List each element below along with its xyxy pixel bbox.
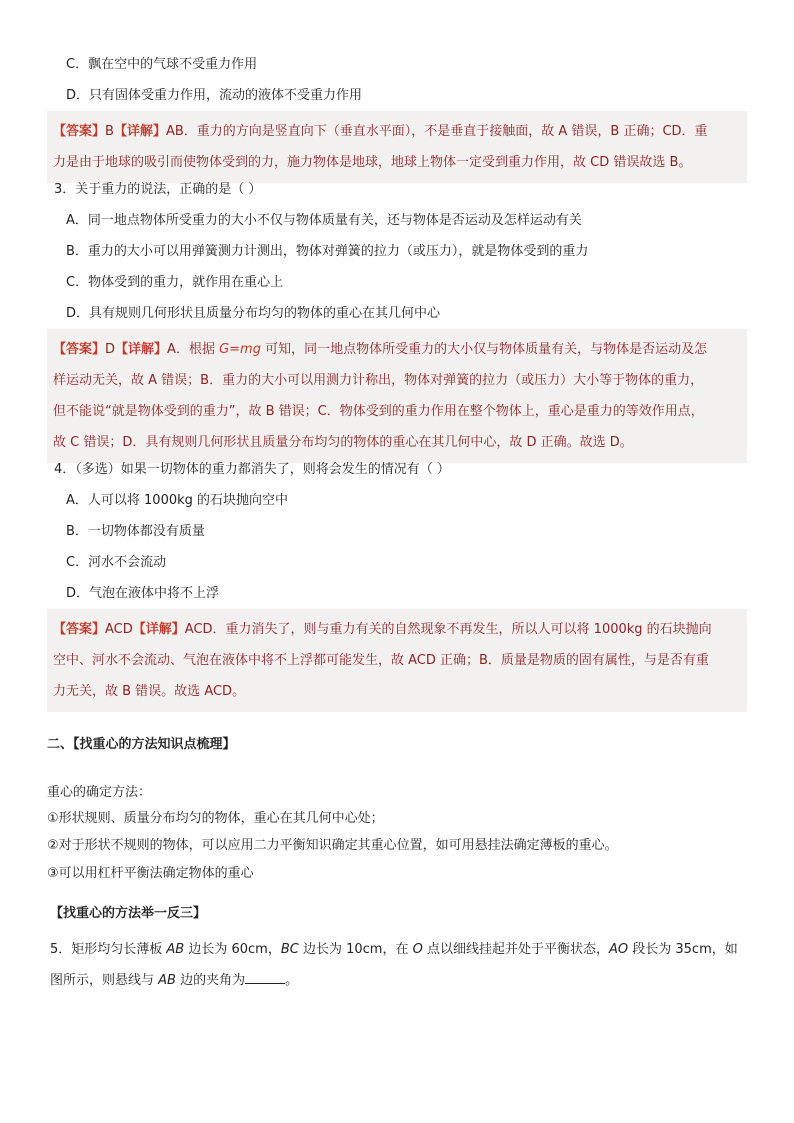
q3-answer-row-2: 样运动无关，故 A 错误；B．重力的大小可以用测力计称出，物体对弹簧的拉力（或压力）大小等于物体的重力， (53, 373, 704, 388)
formula: G=mg (219, 342, 261, 357)
explain-text: ACD．重力消失了，则与重力有关的自然现象不再发生，所以人可以将 1000kg 的石块抛向 (184, 622, 712, 637)
q5-line-1 (50, 941, 738, 959)
q4-option-d: D．气泡在液体中将不上浮 (66, 586, 220, 601)
q5-line-2 (50, 971, 298, 990)
explain-tag: 【详解】 (132, 622, 185, 637)
q2-option-c: C．飘在空中的气球不受重力作用 (66, 57, 258, 72)
q3-option-b: B．重力的大小可以用弹簧测力计测出，物体对弹簧的拉力（或压力），就是物体受到的重力 (66, 244, 589, 259)
method-item-1: ①形状规则、质量分布均匀的物体，重心在其几何中心处； (47, 811, 384, 826)
method-item-3: ③可以用杠杆平衡法确定物体的重心 (47, 866, 254, 881)
section-heading: 二、【找重心的方法知识点梳理】 (47, 737, 236, 752)
q5-text: 5．矩形均匀长薄板 (50, 942, 167, 957)
q3-answer-box (47, 329, 747, 463)
q3-option-c: C．物体受到的重力，就作用在重心上 (66, 275, 284, 290)
q3-answer-row-4: 故 C 错误；D．具有规则几何形状且质量分布均匀的物体的重心在其几何中心，故 D 正确。故选 D。 (53, 435, 633, 450)
q2-answer-row-2: 力是由于地球的吸引而使物体受到的力，施力物体是地球，地球上物体一定受到重力作用，故 CD 错误故选 B。 (53, 155, 692, 170)
q4-answer-row-3: 力无关，故 B 错误。故选 ACD。 (53, 684, 246, 699)
q3-stem: 3．关于重力的说法，正确的是（ ） (54, 182, 262, 197)
q5-text: 。 (285, 973, 299, 988)
explain-tag: 【详解】 (113, 124, 166, 139)
q4-option-b: B．一切物体都没有质量 (66, 524, 205, 539)
q5-text: 段长为 35cm，如 (628, 942, 738, 957)
q4-answer-box (47, 609, 747, 712)
answer-letter: B (105, 124, 114, 139)
answer-letter: ACD (105, 622, 133, 637)
explain-text: AB．重力的方向是竖直向下（垂直水平面），不是垂直于接触面，故 A 错误，B 正确；CD．重 (165, 124, 708, 139)
q5-text: 边长为 60cm， (184, 942, 281, 957)
practice-heading: 【找重心的方法举一反三】 (50, 906, 207, 921)
answer-tag: 【答案】 (53, 622, 106, 637)
q4-stem: 4．（多选）如果一切物体的重力都消失了，则将会发生的情况有（ ） (54, 462, 450, 477)
explain-text: A．根据 (167, 342, 220, 357)
q5-var-ab: AB (166, 942, 185, 957)
q5-text: 点以细线挂起并处于平衡状态， (422, 942, 609, 957)
q4-option-a: A．人可以将 1000kg 的石块抛向空中 (66, 493, 289, 508)
q2-option-d: D．只有固体受重力作用，流动的液体不受重力作用 (66, 88, 363, 103)
q3-option-d: D．具有规则几何形状且质量分布均匀的物体的重心在其几何中心 (66, 306, 441, 321)
q5-text: 边长为 10cm，在 (298, 942, 413, 957)
q3-answer-row-1 (53, 334, 743, 365)
q5-text: 图所示，则悬线与 (50, 973, 159, 988)
q5-var-ab: AB (158, 973, 176, 988)
answer-blank[interactable] (245, 971, 285, 984)
q5-var-ao: AO (608, 942, 629, 957)
explain-text: 可知，同一地点物体所受重力的大小仅与物体质量有关，与物体是否运动及怎 (260, 342, 708, 357)
q3-answer-row-3: 但不能说“就是物体受到的重力”，故 B 错误；C．物体受到的重力作用在整个物体上，重心是重力的等效作用点， (53, 404, 704, 419)
q5-var-o: O (412, 942, 423, 957)
q2-answer-box (47, 111, 747, 183)
q3-option-a: A．同一地点物体所受重力的大小不仅与物体质量有关，还与物体是否运动及怎样运动有关 (66, 213, 582, 228)
q4-option-c: C．河水不会流动 (66, 555, 167, 570)
explain-tag: 【详解】 (115, 342, 168, 357)
method-item-2: ②对于形状不规则的物体，可以应用二力平衡知识确定其重心位置，如可用悬挂法确定薄板的重心。 (47, 838, 618, 853)
q5-var-bc: BC (280, 942, 299, 957)
q2-answer-row-1 (53, 116, 743, 147)
section-intro: 重心的确定方法： (47, 785, 152, 800)
answer-tag: 【答案】 (53, 124, 106, 139)
answer-letter: D (105, 342, 116, 357)
q5-text: 边的夹角为 (175, 973, 246, 988)
q4-answer-row-1 (53, 614, 743, 645)
q4-answer-row-2: 空中、河水不会流动、气泡在液体中将不上浮都可能发生，故 ACD 正确；B．质量是物质的固有属性，与是否有重 (53, 653, 709, 668)
answer-tag: 【答案】 (53, 342, 106, 357)
